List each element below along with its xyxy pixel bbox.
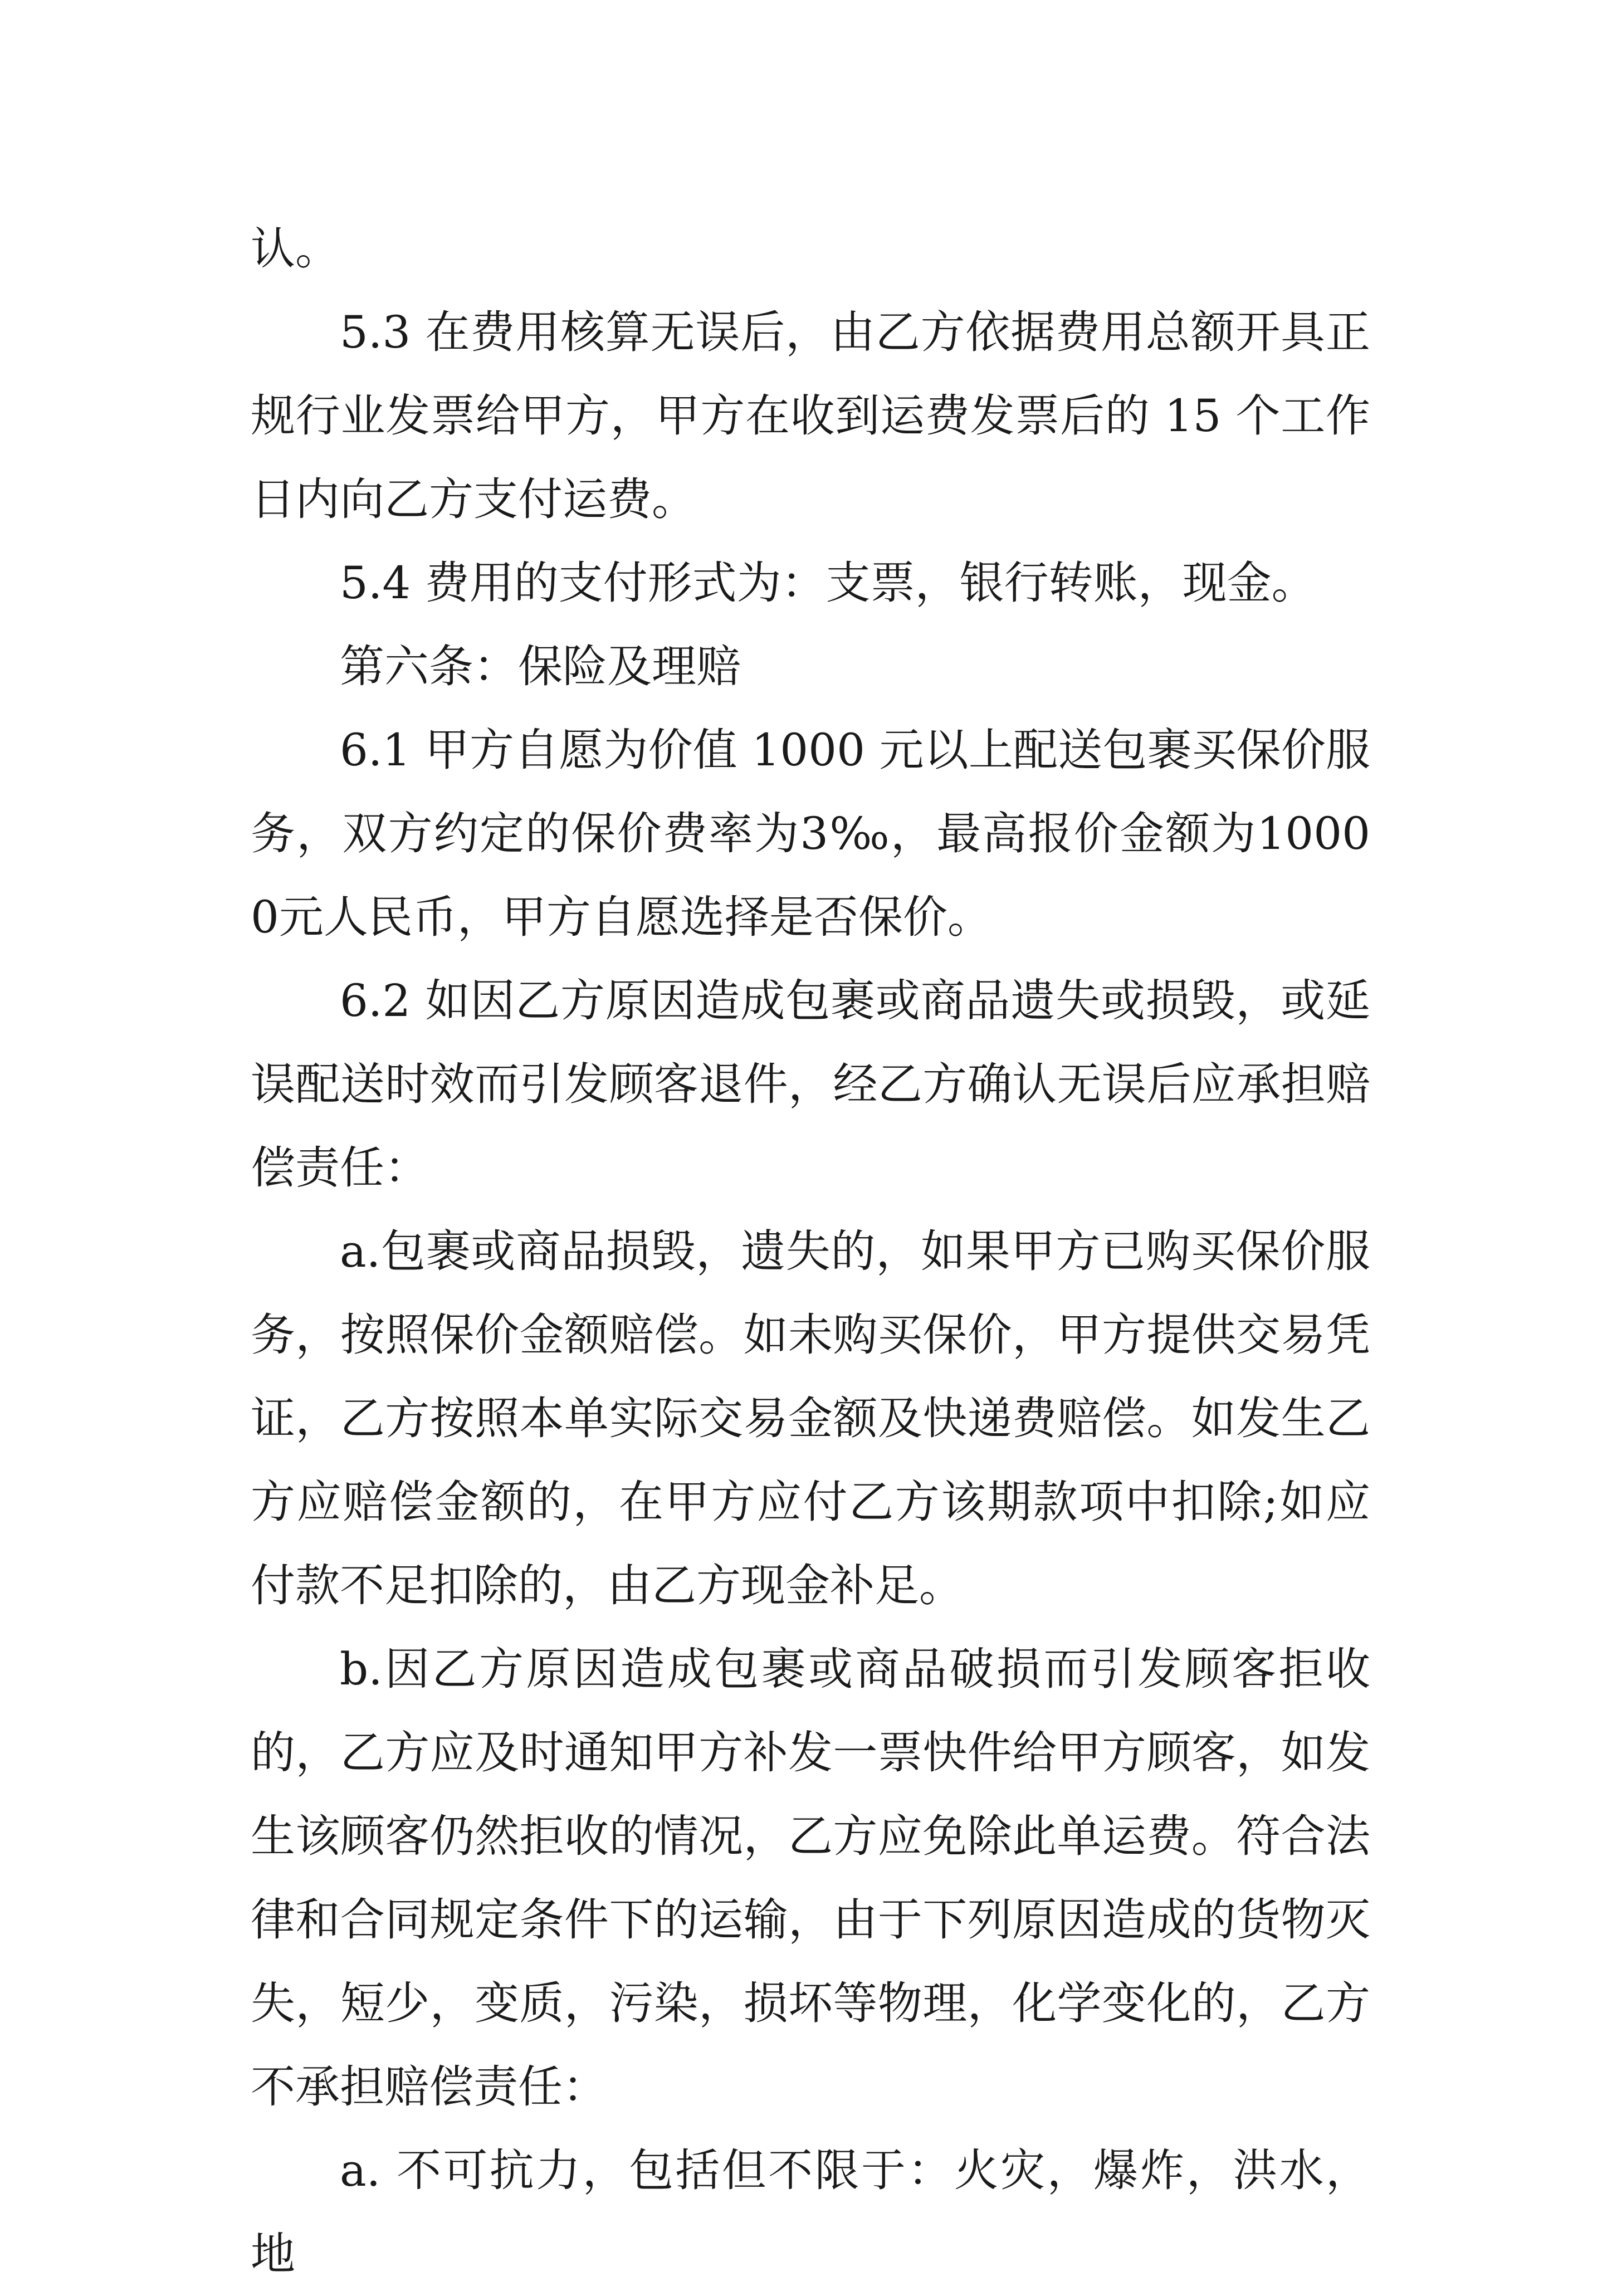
paragraph-5-3: 5.3 在费用核算无误后，由乙方依据费用总额开具正规行业发票给甲方，甲方在收到运费发票后的 15 个工作日内向乙方支付运费。 xyxy=(251,306,1370,525)
paragraph-item-a: a.包裹或商品损毁，遗失的，如果甲方已购买保价服务，按照保价金额赔偿。如未购买保价，甲方提供交易凭证，乙方按照本单实际交易金额及快递费赔偿。如发生乙方应赔偿金额的，在甲方应付乙方该期款项中扣除;如应付款不足扣除的，由乙方现金补足。 xyxy=(251,1225,1370,1611)
paragraph-5-4: 5.4 费用的支付形式为：支票，银行转账，现金。 xyxy=(340,557,1316,609)
paragraph-6-1: 6.1 甲方自愿为价值 1000 元以上配送包裹买保价服务，双方约定的保价费率为3‰，最高报价金额为10000元人民币，甲方自愿选择是否保价。 xyxy=(251,724,1370,943)
paragraph-continuation: 认。 xyxy=(251,223,340,275)
paragraph-6-2: 6.2 如因乙方原因造成包裹或商品遗失或损毁，或延误配送时效而引发顾客退件，经乙方确认无误后应承担赔偿责任： xyxy=(251,975,1370,1194)
section-heading-article-6: 第六条：保险及理赔 xyxy=(340,641,741,692)
paragraph-item-b: b.因乙方原因造成包裹或商品破损而引发顾客拒收的，乙方应及时通知甲方补发一票快件给甲方顾客，如发生该顾客仍然拒收的情况，乙方应免除此单运费。符合法律和合同规定条件下的运输，由于下列原因造成的货物灭失，短少，变质，污染，损坏等物理，化学变化的，乙方不承担赔偿责任： xyxy=(251,1643,1370,2113)
paragraph-subitem-a: a. 不可抗力，包括但不限于：火灾，爆炸，洪水，地 xyxy=(251,2144,1370,2280)
document-body xyxy=(251,207,1370,2296)
